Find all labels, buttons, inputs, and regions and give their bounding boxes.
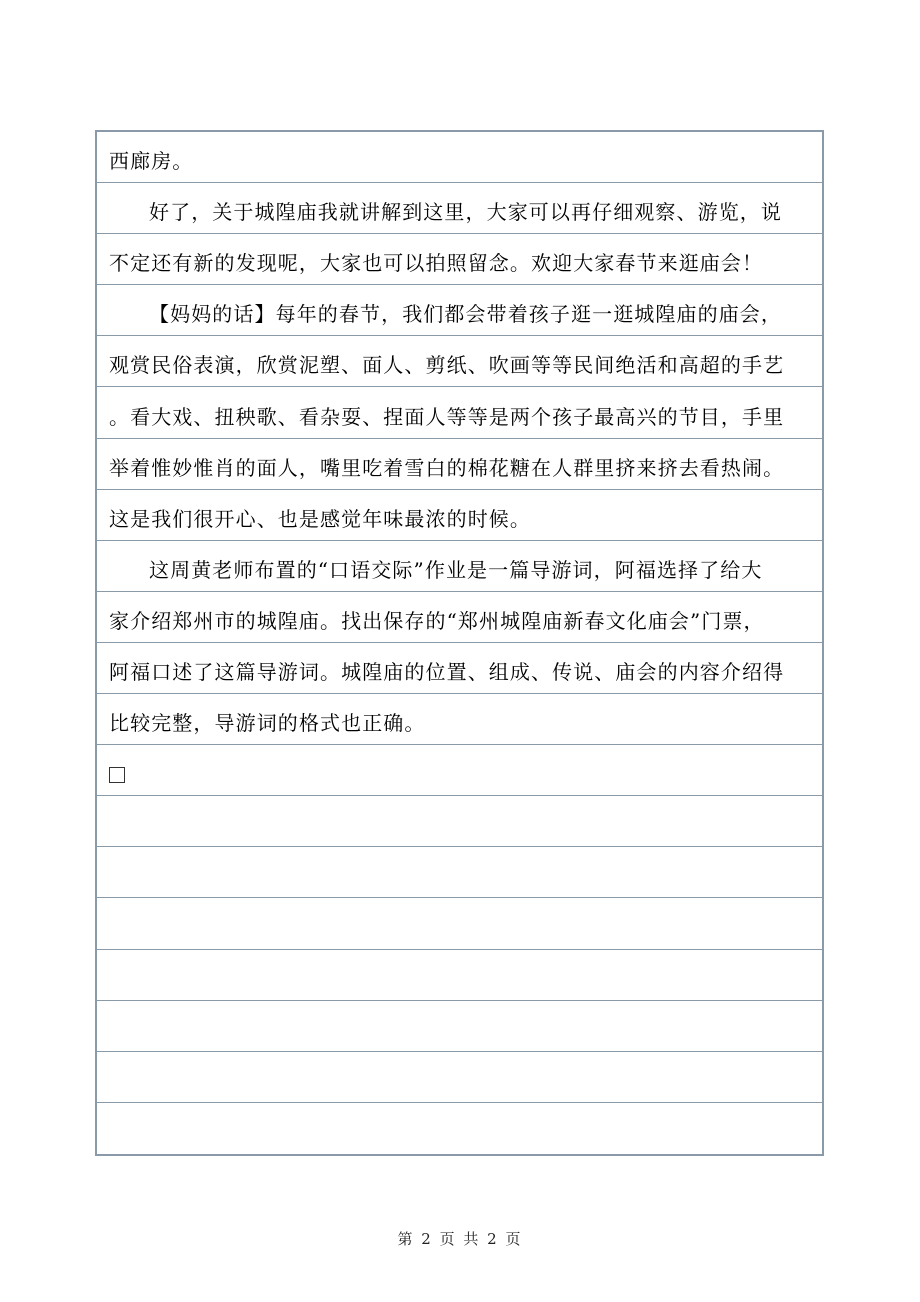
empty-row [97, 796, 822, 847]
empty-row [97, 1001, 822, 1052]
sheet-row [97, 745, 822, 796]
text-line: 家介绍郑州市的城隍庙。找出保存的“郑州城隍庙新春文化庙会”门票， [109, 608, 765, 633]
sheet-row [97, 592, 822, 643]
empty-row [97, 1103, 822, 1154]
page-number-footer: 第 2 页 共 2 页 [397, 1230, 523, 1248]
empty-row [97, 950, 822, 1001]
empty-row [97, 1052, 822, 1103]
sheet-row [97, 643, 822, 694]
sheet-row [97, 132, 822, 183]
text-line: 好了，关于城隍庙我就讲解到这里，大家可以再仔细观察、游览，说 [149, 200, 782, 225]
text-line: 。看大戏、扭秧歌、看杂耍、捏面人等等是两个孩子最高兴的节目，手里 [109, 404, 785, 429]
sheet-row [97, 490, 822, 541]
sheet-row [97, 285, 822, 336]
text-line: 这周黄老师布置的“口语交际”作业是一篇导游词，阿福选择了给大 [149, 557, 763, 582]
sheet-row [97, 439, 822, 490]
text-line: 这是我们很开心、也是感觉年味最浓的时候。 [109, 506, 531, 531]
sheet-row [97, 183, 822, 234]
sheet-row [97, 694, 822, 745]
empty-row [97, 847, 822, 898]
text-line: 观赏民俗表演，欣赏泥塑、面人、剪纸、吹画等等民间绝活和高超的手艺 [109, 353, 785, 378]
text-line: 比较完整，导游词的格式也正确。 [109, 711, 426, 736]
checkbox[interactable] [109, 767, 125, 783]
text-line: 举着惟妙惟肖的面人，嘴里吃着雪白的棉花糖在人群里挤来挤去看热闹。 [109, 455, 785, 480]
text-line: 西廊房。 [109, 149, 194, 174]
text-line: 阿福口述了这篇导游词。城隍庙的位置、组成、传说、庙会的内容介绍得 [109, 660, 785, 685]
text-line: 不定还有新的发现呢，大家也可以拍照留念。欢迎大家春节来逛庙会！ [109, 251, 764, 276]
lined-writing-sheet [95, 130, 824, 1156]
sheet-row [97, 387, 822, 438]
sheet-row [97, 541, 822, 592]
text-line: 【妈妈的话】每年的春节，我们都会带着孩子逛一逛城隍庙的庙会， [149, 302, 782, 327]
sheet-row [97, 234, 822, 285]
empty-row [97, 898, 822, 949]
sheet-row [97, 336, 822, 387]
